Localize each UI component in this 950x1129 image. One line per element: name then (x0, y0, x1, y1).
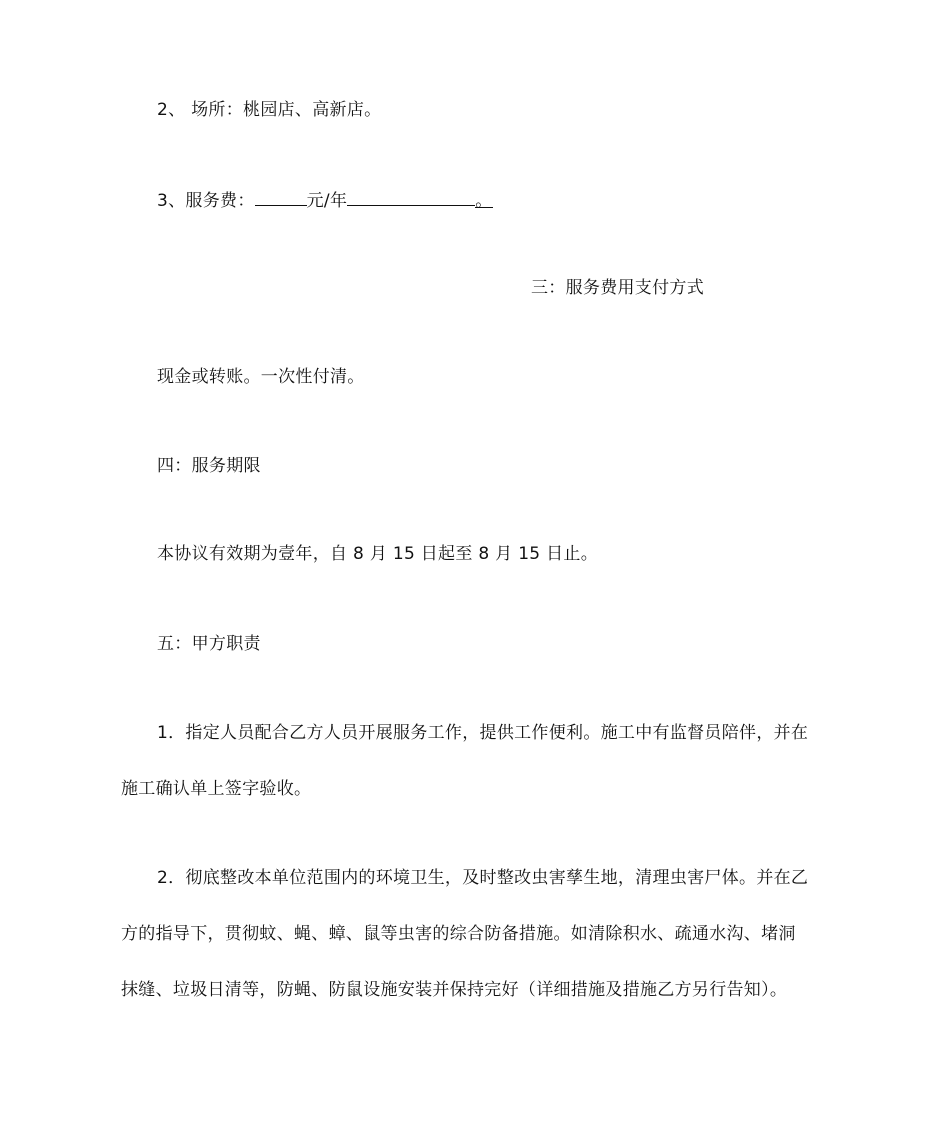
section-4-heading: 四：服务期限 (157, 456, 261, 476)
service-fee-label: 3、服务费： (157, 191, 255, 211)
party-a-duty-1-line2: 施工确认单上签字验收。 (121, 779, 312, 799)
fee-period-end: 。 (475, 191, 493, 211)
party-a-duty-2-line2: 方的指导下，贯彻蚊、蝇、蟑、鼠等虫害的综合防备措施。如清除积水、疏通水沟、堵洞 (121, 924, 796, 944)
party-a-duty-2-line3: 抹缝、垃圾日清等，防蝇、防鼠设施安装并保持完好（详细措施及措施乙方另行告知）。 (121, 980, 788, 1000)
party-a-duty-1-line1: 1．指定人员配合乙方人员开展服务工作，提供工作便利。施工中有监督员陪伴，并在 (157, 723, 809, 743)
fee-note-blank (347, 187, 475, 206)
section-5-heading: 五：甲方职责 (157, 634, 261, 654)
payment-method-text: 现金或转账。一次性付清。 (157, 367, 365, 387)
fee-amount-blank (255, 187, 307, 206)
section-3-heading: 三：服务费用支付方式 (531, 278, 704, 298)
service-term-text: 本协议有效期为壹年，自 8 月 15 日起至 8 月 15 日止。 (157, 544, 599, 564)
fee-unit: 元/年 (306, 191, 348, 211)
clause-3-service-fee (157, 187, 493, 213)
party-a-duty-2-line1: 2．彻底整改本单位范围内的环境卫生，及时整改虫害孳生地，清理虫害尸体。并在乙 (157, 868, 809, 888)
clause-2-venue: 2、 场所：桃园店、高新店。 (157, 100, 382, 120)
